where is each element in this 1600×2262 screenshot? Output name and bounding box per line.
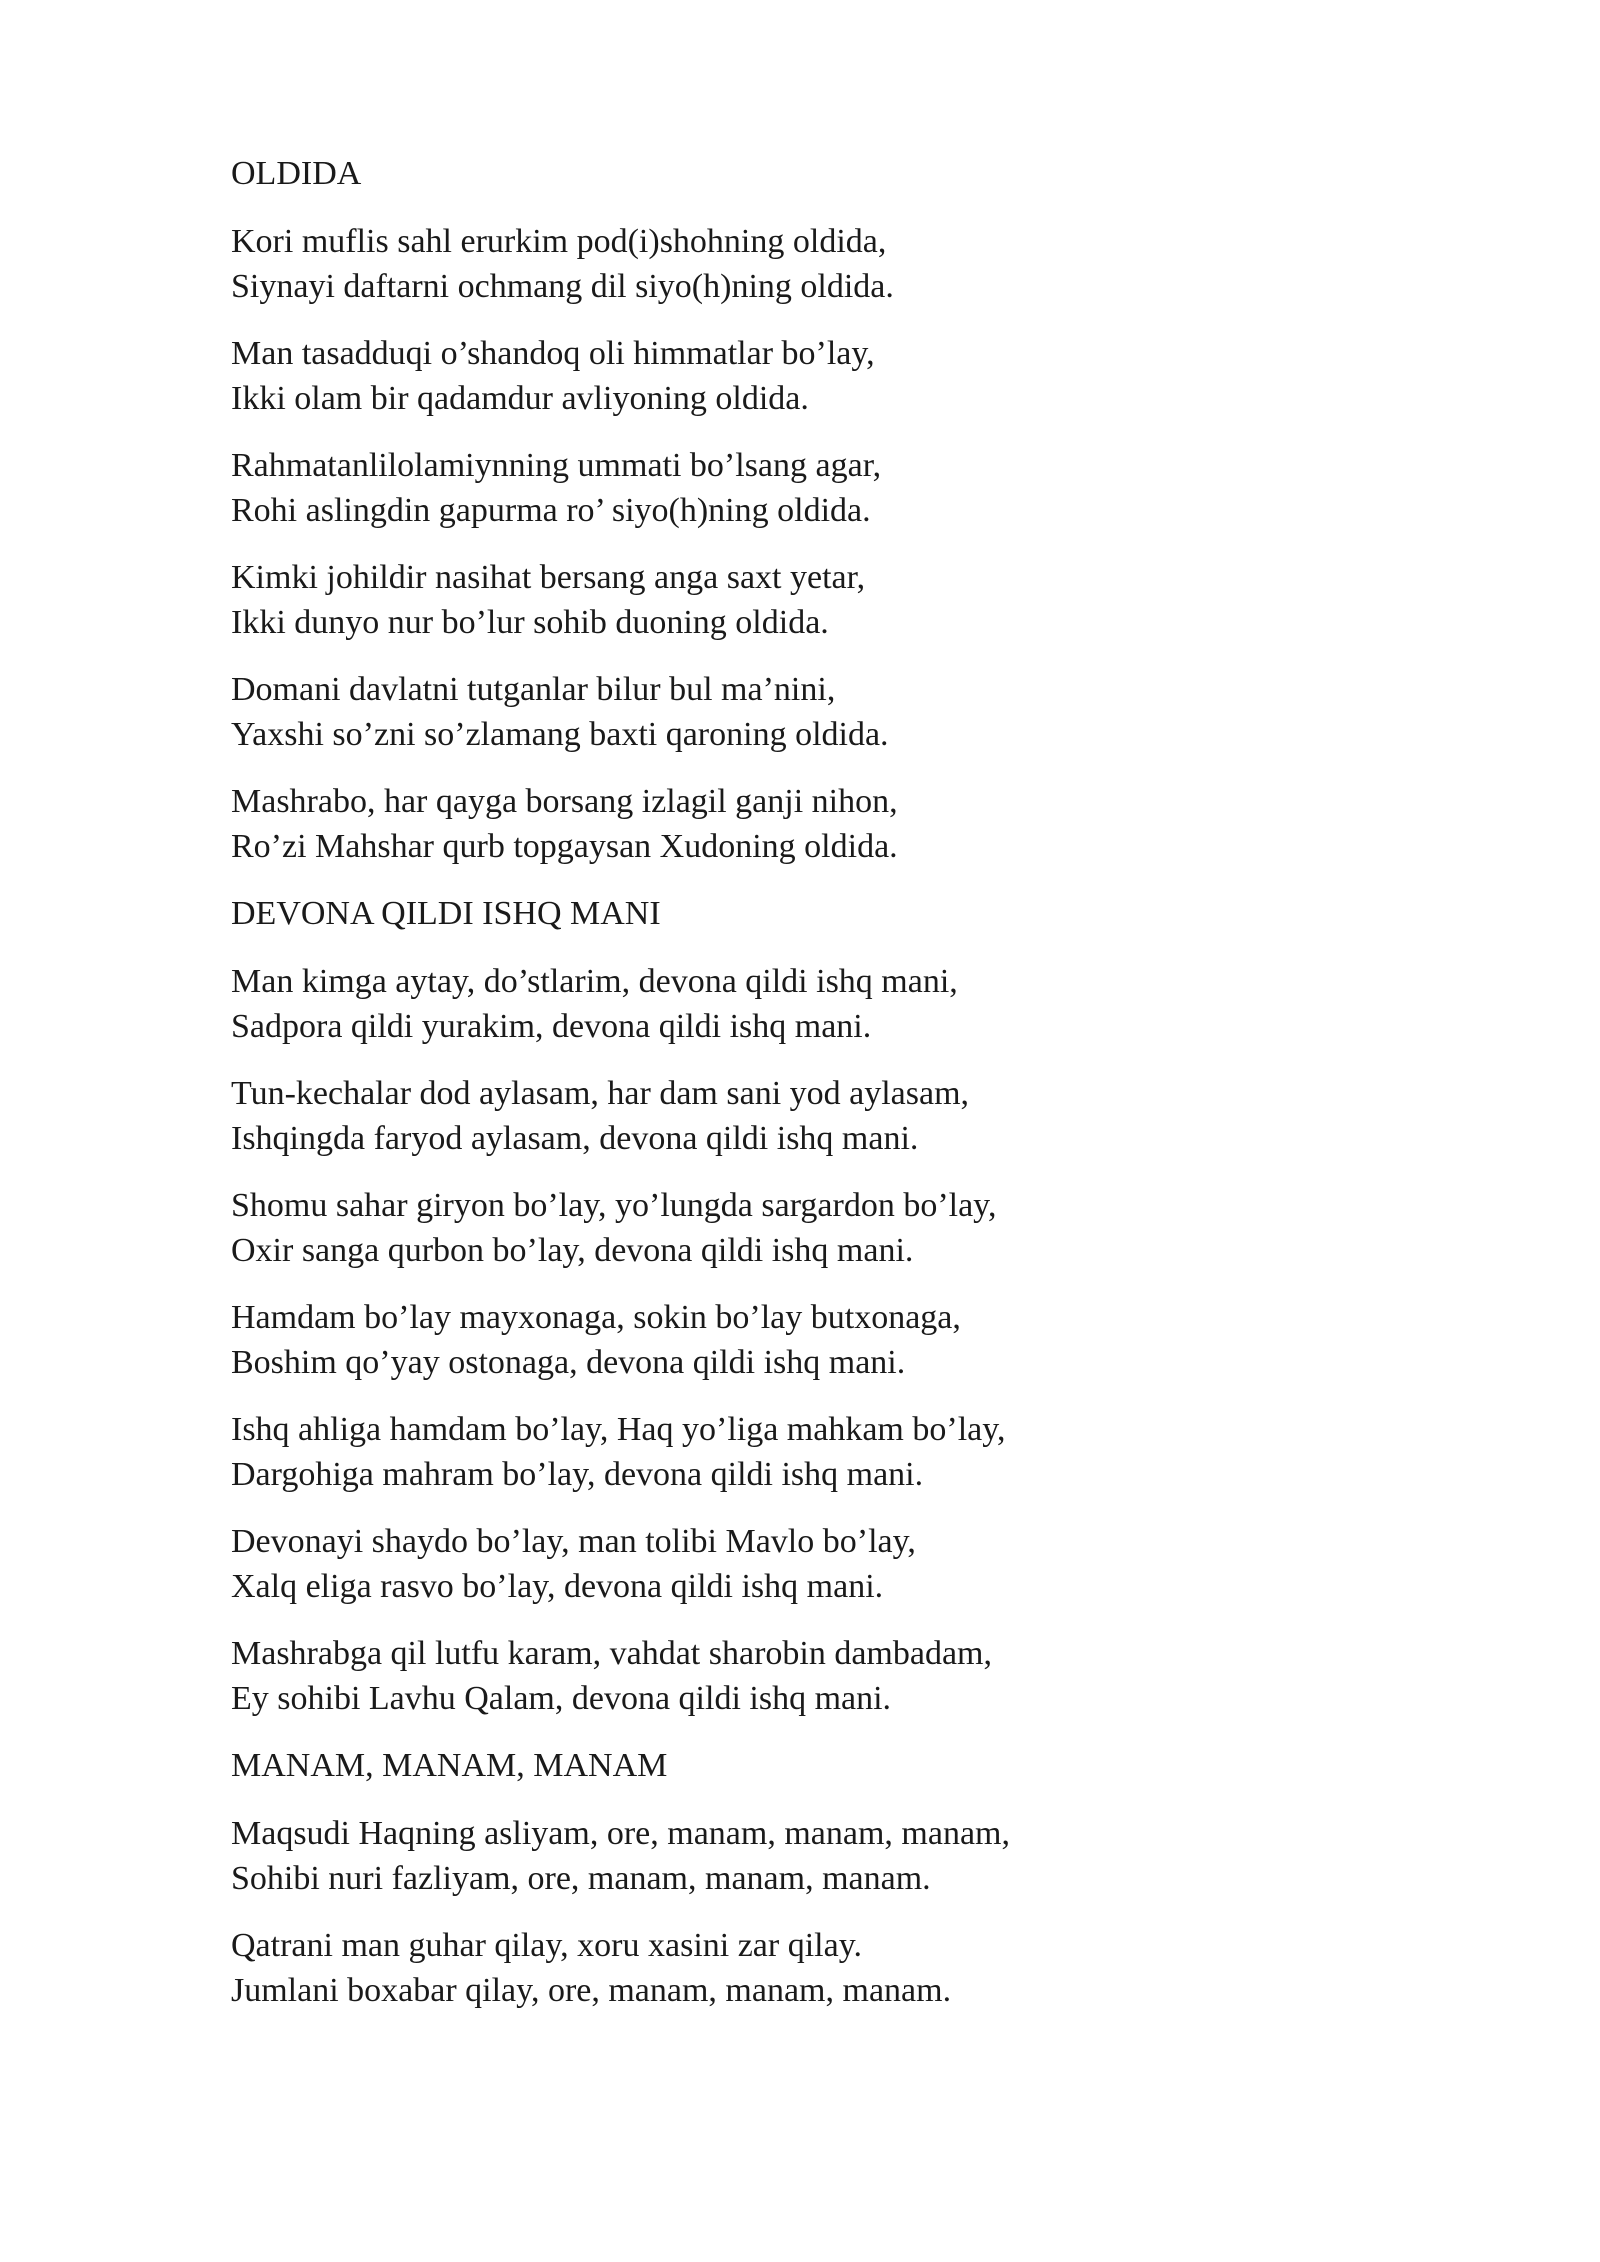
verse-line: Yaxshi so’zni so’zlamang baxti qaroning oldida. — [231, 715, 889, 753]
verse-line: Ikki olam bir qadamdur avliyoning oldida. — [231, 379, 809, 417]
stanza — [231, 332, 1431, 421]
verse-line: Man tasadduqi o’shandoq oli himmatlar bo’lay, — [231, 335, 875, 372]
verse-line: Mashrabga qil lutfu karam, vahdat sharobin dambadam, — [231, 1635, 992, 1672]
verse-line: Boshim qo’yay ostonaga, devona qildi ishq mani. — [231, 1343, 906, 1381]
stanza — [231, 1184, 1431, 1273]
stanza — [231, 1812, 1431, 1901]
verse-line: Ro’zi Mahshar qurb topgaysan Xudoning oldida. — [231, 827, 898, 865]
poem-section — [231, 892, 1431, 1721]
stanza — [231, 960, 1431, 1049]
stanza — [231, 444, 1431, 533]
verse-line: Xalq eliga rasvo bo’lay, devona qildi ishq mani. — [231, 1567, 884, 1605]
poem-title: MANAM, MANAM, MANAM — [231, 1747, 668, 1784]
stanza — [231, 1072, 1431, 1161]
stanza — [231, 220, 1431, 309]
stanza — [231, 1632, 1431, 1721]
verse-line: Rahmatanlilolamiynning ummati bo’lsang agar, — [231, 447, 882, 484]
verse-line: Hamdam bo’lay mayxonaga, sokin bo’lay butxonaga, — [231, 1299, 961, 1336]
verse-line: Sohibi nuri fazliyam, ore, manam, manam, manam. — [231, 1859, 931, 1897]
verse-line: Qatrani man guhar qilay, xoru xasini zar qilay. — [231, 1927, 862, 1964]
verse-line: Mashrabo, har qayga borsang izlagil ganji nihon, — [231, 783, 898, 820]
verse-line: Tun-kechalar dod aylasam, har dam sani yod aylasam, — [231, 1075, 970, 1112]
document-page — [231, 152, 1431, 2013]
verse-line: Ishqingda faryod aylasam, devona qildi ishq mani. — [231, 1119, 919, 1157]
verse-line: Jumlani boxabar qilay, ore, manam, manam, manam. — [231, 1971, 952, 2009]
verse-line: Oxir sanga qurbon bo’lay, devona qildi ishq mani. — [231, 1231, 914, 1269]
verse-line: Dargohiga mahram bo’lay, devona qildi ishq mani. — [231, 1455, 924, 1493]
verse-line: Maqsudi Haqning asliyam, ore, manam, manam, manam, — [231, 1815, 1010, 1852]
poem-section — [231, 152, 1431, 869]
stanza — [231, 668, 1431, 757]
verse-line: Rohi aslingdin gapurma ro’ siyo(h)ning oldida. — [231, 491, 871, 529]
verse-line: Kori muflis sahl erurkim pod(i)shohning oldida, — [231, 223, 887, 260]
verse-line: Sadpora qildi yurakim, devona qildi ishq mani. — [231, 1007, 872, 1045]
verse-line: Domani davlatni tutganlar bilur bul ma’nini, — [231, 671, 836, 708]
stanza — [231, 1296, 1431, 1385]
stanza — [231, 556, 1431, 645]
verse-line: Ikki dunyo nur bo’lur sohib duoning oldida. — [231, 603, 829, 641]
verse-line: Shomu sahar giryon bo’lay, yo’lungda sargardon bo’lay, — [231, 1187, 997, 1224]
verse-line: Siynayi daftarni ochmang dil siyo(h)ning oldida. — [231, 267, 894, 305]
poem-title: DEVONA QILDI ISHQ MANI — [231, 895, 661, 932]
poem-title: OLDIDA — [231, 155, 362, 192]
verse-line: Man kimga aytay, do’stlarim, devona qildi ishq mani, — [231, 963, 958, 1000]
stanza — [231, 1408, 1431, 1497]
stanza — [231, 1924, 1431, 2013]
stanza — [231, 1520, 1431, 1609]
verse-line: Ishq ahliga hamdam bo’lay, Haq yo’liga mahkam bo’lay, — [231, 1411, 1006, 1448]
verse-line: Kimki johildir nasihat bersang anga saxt yetar, — [231, 559, 866, 596]
stanza — [231, 780, 1431, 869]
verse-line: Ey sohibi Lavhu Qalam, devona qildi ishq mani. — [231, 1679, 892, 1717]
verse-line: Devonayi shaydo bo’lay, man tolibi Mavlo bo’lay, — [231, 1523, 916, 1560]
poem-section — [231, 1744, 1431, 2013]
